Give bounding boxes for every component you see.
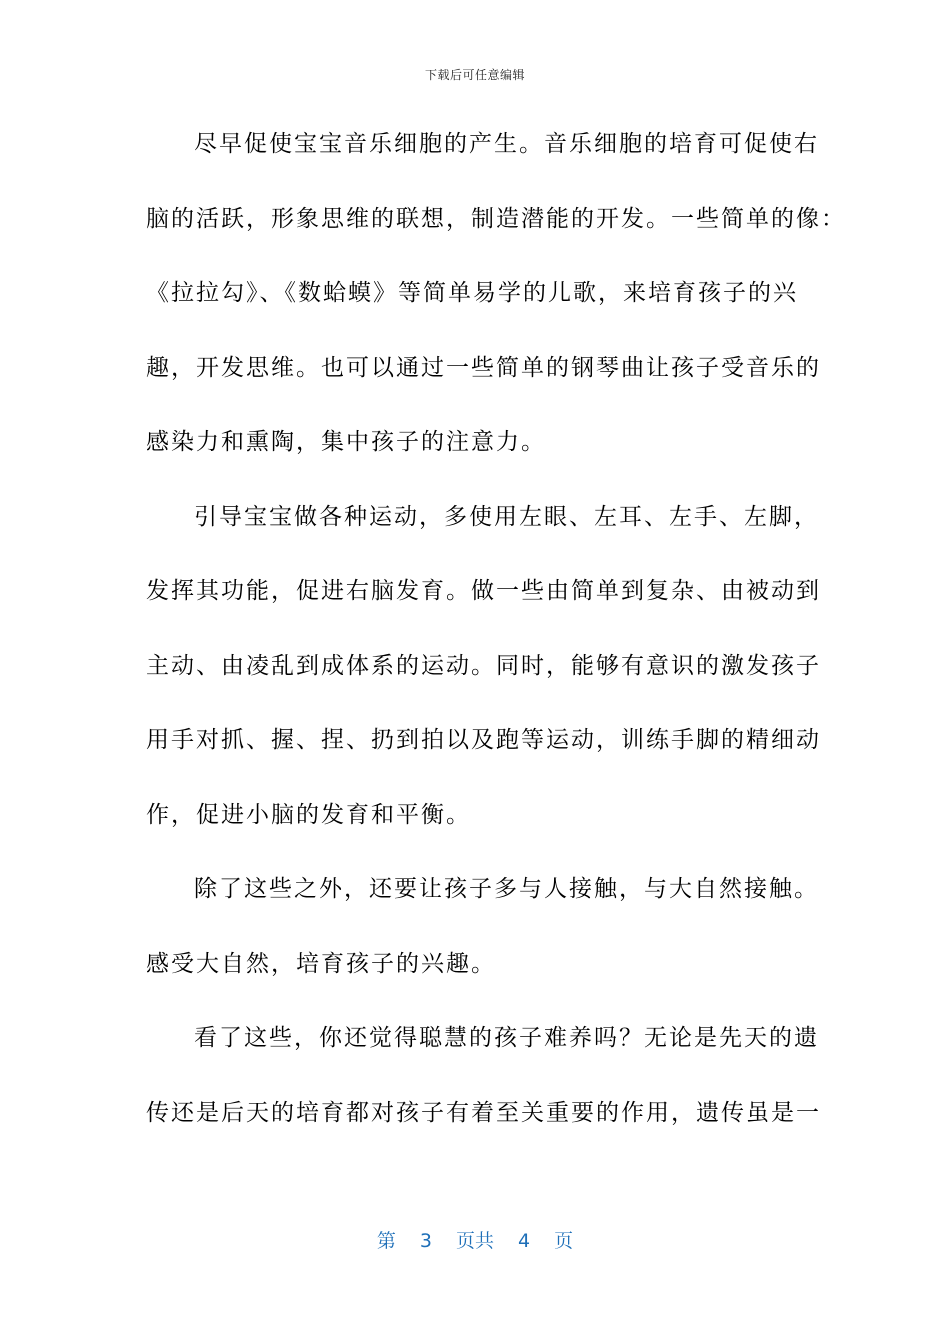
document-body	[146, 124, 846, 1167]
footer-ye-gong: 页共	[455, 1230, 494, 1252]
text-line: 趣，开发思维。也可以通过一些简单的钢琴曲让孩子受音乐的	[146, 354, 821, 381]
text-line: 除了这些之外，还要让孩子多与人接触，与大自然接触。	[194, 876, 819, 902]
text-line: 作，促进小脑的发育和平衡。	[146, 801, 471, 828]
text-line: 发挥其功能，促进右脑发育。做一些由简单到复杂、由被动到	[146, 578, 821, 604]
text-line: 传还是后天的培育都对孩子有着至关重要的作用，遗传虽是一	[146, 1099, 821, 1126]
text-line: 看了这些，你还觉得聪慧的孩子难养吗？无论是先天的遗	[194, 1025, 819, 1051]
footer-di: 第	[376, 1230, 396, 1252]
current-page-number: 3	[419, 1230, 432, 1252]
text-line: 感受大自然，培育孩子的兴趣。	[146, 950, 496, 977]
text-line: 引导宝宝做各种运动，多使用左眼、左耳、左手、左脚，	[194, 503, 819, 530]
page-header: 下载后可任意编辑	[424, 68, 525, 82]
text-line: 主动、由凌乱到成体系的运动。同时，能够有意识的激发孩子	[146, 652, 821, 679]
text-line: 用手对抓、握、捏、扔到拍以及跑等运动，训练手脚的精细动	[146, 727, 821, 753]
text-line: 《拉拉勾》、《数蛤蟆》等简单易学的儿歌，来培育孩子的兴	[146, 280, 798, 306]
text-line: 感染力和熏陶，集中孩子的注意力。	[146, 429, 546, 455]
footer-ye: 页	[554, 1230, 574, 1252]
text-line: 脑的活跃，形象思维的联想，制造潜能的开发。一些简单的像：	[146, 205, 846, 232]
page-footer	[0, 1226, 950, 1253]
text-line: 尽早促使宝宝音乐细胞的产生。音乐细胞的培育可促使右	[194, 131, 819, 157]
total-pages-number: 4	[518, 1230, 531, 1252]
